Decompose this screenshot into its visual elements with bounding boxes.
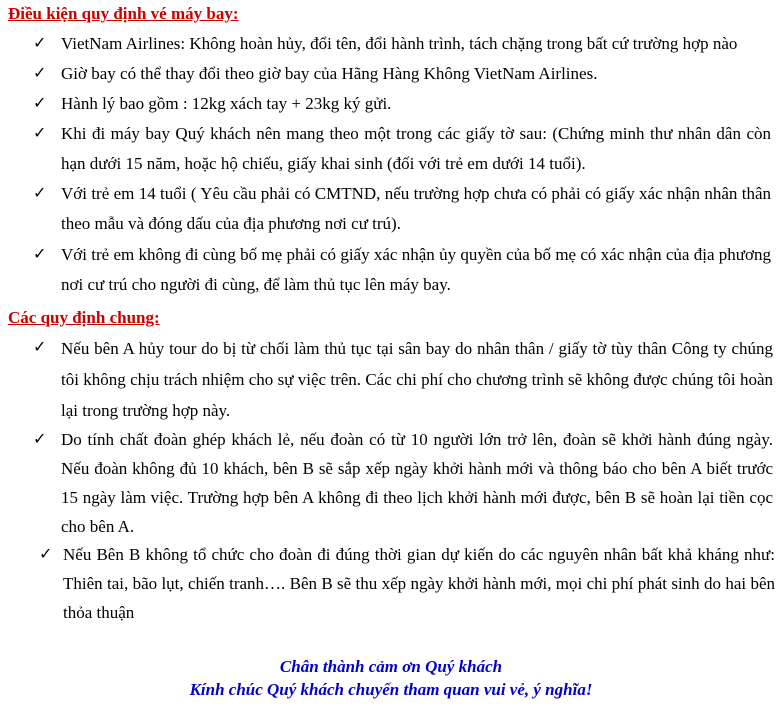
closing-wishes: Kính chúc Quý khách chuyến tham quan vui vẻ, ý nghĩa!: [189, 680, 593, 699]
list-item-text: Với trẻ em không đi cùng bố mẹ phải có giấy xác nhận ủy quyền của bố mẹ có xác nhận của địa phương nơi cư trú cho người đi cùng, để làm thủ tục lên máy bay.: [61, 245, 771, 294]
list-item-text: Với trẻ em 14 tuổi ( Yêu cầu phải có CMTND, nếu trường hợp chưa có phải có giấy xác nhận nhân thân theo mẫu và đóng dấu của địa phương nơi cư trú).: [61, 184, 771, 233]
section-heading-general-rules: Các quy định chung:: [8, 308, 160, 327]
list-item-text: Hành lý bao gồm : 12kg xách tay + 23kg ký gửi.: [61, 94, 392, 113]
section-heading-flight-conditions: Điều kiện quy định vé máy bay:: [8, 4, 239, 23]
checkmark-icon: ✓: [33, 65, 47, 82]
checkmark-icon: ✓: [33, 185, 47, 202]
list-item-text: Giờ bay có thể thay đổi theo giờ bay của Hãng Hàng Không VietNam Airlines.: [61, 64, 598, 83]
checkmark-icon: ✓: [33, 339, 47, 356]
closing-thanks: Chân thành cảm ơn Quý khách: [279, 657, 503, 676]
list-item-text: Khi đi máy bay Quý khách nên mang theo một trong các giấy tờ sau: (Chứng minh thư nhân dân còn hạn dưới 15 năm, hoặc hộ chiếu, giấy khai sinh (đối với trẻ em dưới 14 tuổi).: [61, 124, 771, 173]
list-item-text: Nếu bên A hủy tour do bị từ chối làm thủ tục tại sân bay do nhân thân / giấy tờ tùy thân Công ty chúng tôi không chịu trách nhiệm cho sự việc trên. Các chi phí cho chương trình sẽ không được chúng tôi hoàn lại trong trường hợp này.: [61, 339, 773, 420]
list-item-text: Do tính chất đoàn ghép khách lẻ, nếu đoàn có từ 10 người lớn trở lên, đoàn sẽ khởi hành đúng ngày. Nếu đoàn không đủ 10 khách, bên B sẽ sắp xếp ngày khởi hành mới và thông báo cho bên A biết trước 15 ngày làm việc. Trường hợp bên A không đi theo lịch khởi hành mới được, bên B sẽ hoàn lại tiền cọc cho bên A.: [61, 430, 773, 536]
checkmark-icon: ✓: [39, 546, 53, 563]
list-item-text: VietNam Airlines: Không hoàn hủy, đổi tên, đổi hành trình, tách chặng trong bất cứ trường hợp nào: [61, 34, 738, 53]
checkmark-icon: ✓: [33, 431, 47, 448]
checkmark-icon: ✓: [33, 125, 47, 142]
checkmark-icon: ✓: [33, 95, 47, 112]
list-item-text: Nếu Bên B không tổ chức cho đoàn đi đúng thời gian dự kiến do các nguyên nhân bất khả kháng như: Thiên tai, bão lụt, chiến tranh…. Bên B sẽ thu xếp ngày khởi hành mới, mọi chi phí phát sinh do hai bên thỏa thuận: [63, 545, 775, 622]
checkmark-icon: ✓: [33, 35, 47, 52]
checkmark-icon: ✓: [33, 246, 47, 263]
